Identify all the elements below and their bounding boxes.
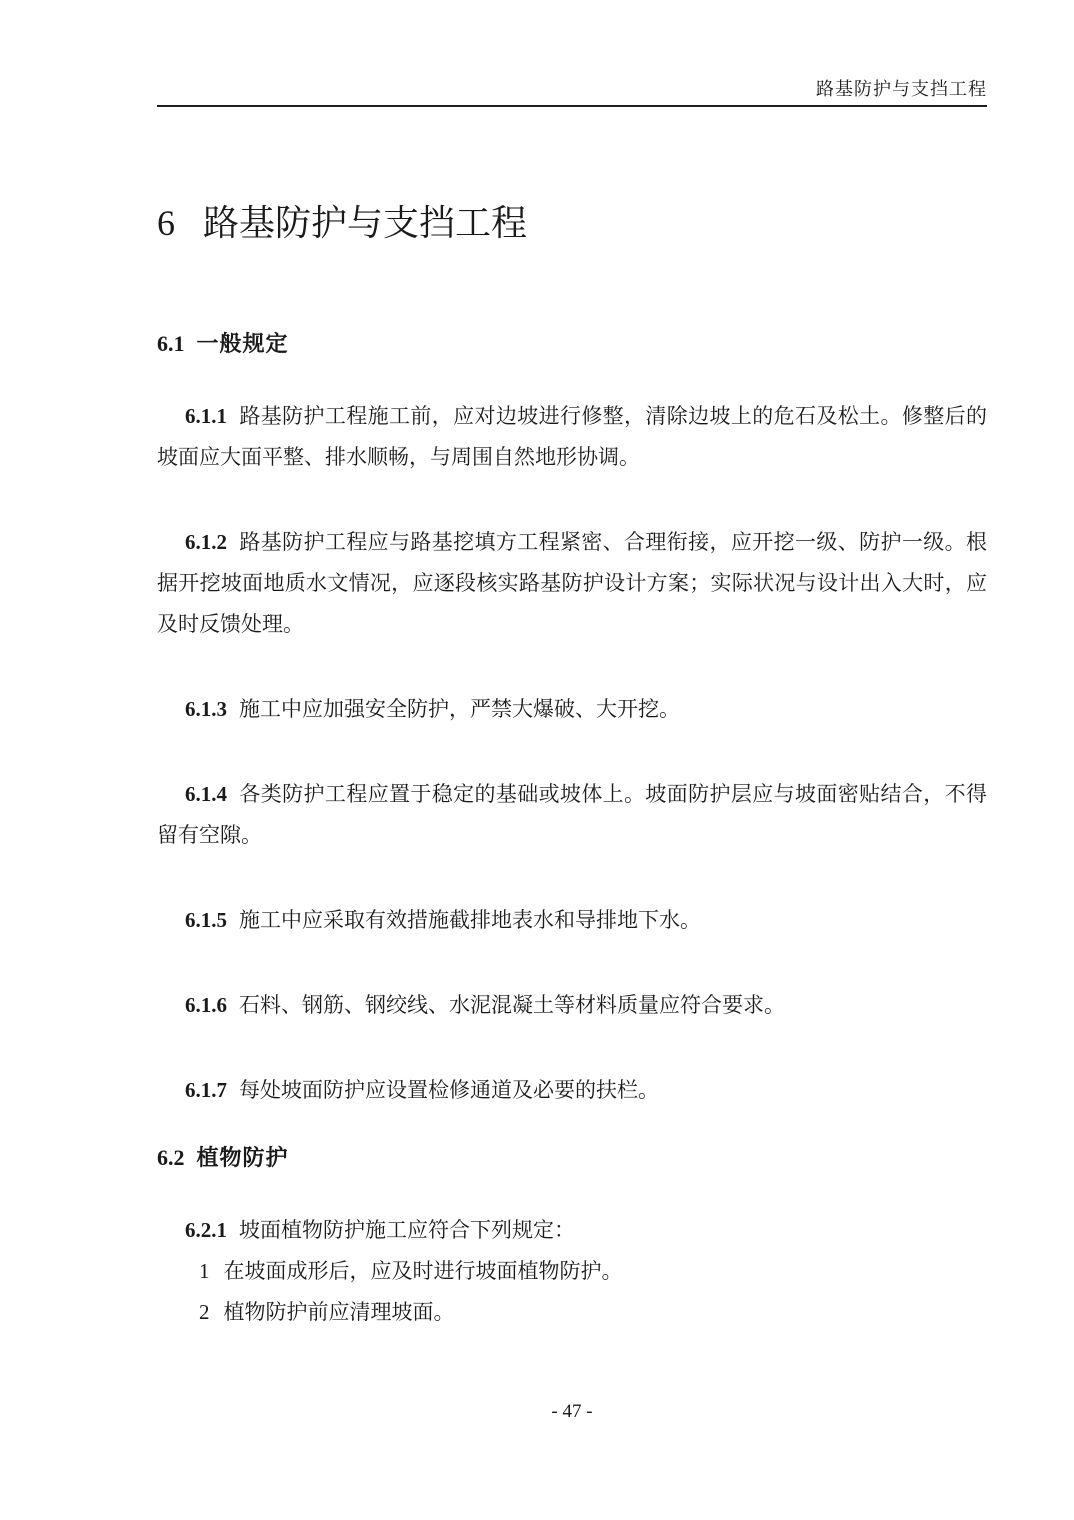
chapter-title xyxy=(157,201,987,245)
chapter-number: 6 xyxy=(157,203,175,243)
clause-6-1-1 xyxy=(157,396,987,478)
sub-item-number: 2 xyxy=(199,1300,210,1324)
clause-number: 6.1.7 xyxy=(185,1078,227,1102)
clause-number: 6.1.3 xyxy=(185,697,227,721)
clause-6-1-6 xyxy=(157,985,987,1026)
section-heading-6-2 xyxy=(157,1143,987,1173)
clause-number: 6.1.4 xyxy=(185,782,227,806)
clause-text: 路基防护工程应与路基挖填方工程紧密、合理衔接，应开挖一级、防护一级。根据开挖坡面地质水文情况，应逐段核实路基防护设计方案；实际状况与设计出入大时，应及时反馈处理。 xyxy=(157,530,987,636)
clause-text: 施工中应采取有效措施截排地表水和导排地下水。 xyxy=(239,908,701,932)
section-heading-6-1 xyxy=(157,329,987,359)
clause-6-1-4 xyxy=(157,774,987,856)
section-number: 6.1 xyxy=(157,331,185,356)
clause-number: 6.2.1 xyxy=(185,1218,227,1242)
page-number: - 47 - xyxy=(551,1401,593,1422)
clause-6-2-1-group xyxy=(157,1210,987,1333)
clause-text: 坡面植物防护施工应符合下列规定： xyxy=(239,1218,575,1242)
clause-text: 每处坡面防护应设置检修通道及必要的扶栏。 xyxy=(239,1078,659,1102)
clause-6-1-5 xyxy=(157,900,987,941)
clause-text: 石料、钢筋、钢绞线、水泥混凝土等材料质量应符合要求。 xyxy=(239,993,785,1017)
page-content xyxy=(157,103,987,1333)
page-header xyxy=(157,0,987,107)
clause-6-2-1 xyxy=(157,1210,987,1251)
sub-item-number: 1 xyxy=(199,1259,210,1283)
running-header-title: 路基防护与支挡工程 xyxy=(816,79,987,99)
page-footer xyxy=(157,1399,987,1424)
section-number: 6.2 xyxy=(157,1145,185,1170)
clause-6-1-7 xyxy=(157,1070,987,1111)
sub-item-text: 在坡面成形后，应及时进行坡面植物防护。 xyxy=(223,1259,623,1283)
clause-text: 各类防护工程应置于稳定的基础或坡体上。坡面防护层应与坡面密贴结合，不得留有空隙。 xyxy=(157,782,987,847)
sub-item-text: 植物防护前应清理坡面。 xyxy=(223,1300,455,1324)
clause-6-2-1-sub-2 xyxy=(157,1292,987,1333)
chapter-title-text: 路基防护与支挡工程 xyxy=(203,203,528,243)
clause-text: 路基防护工程施工前，应对边坡进行修整，清除边坡上的危石及松土。修整后的坡面应大面平整、排水顺畅，与周围自然地形协调。 xyxy=(157,404,987,469)
section-title: 植物防护 xyxy=(196,1145,289,1170)
clause-6-1-3 xyxy=(157,689,987,730)
clause-6-2-1-sub-1 xyxy=(157,1251,987,1292)
clause-text: 施工中应加强安全防护，严禁大爆破、大开挖。 xyxy=(239,697,680,721)
clause-6-1-2 xyxy=(157,522,987,645)
clause-number: 6.1.1 xyxy=(185,404,227,428)
clause-number: 6.1.2 xyxy=(185,530,227,554)
clause-number: 6.1.6 xyxy=(185,993,227,1017)
section-title: 一般规定 xyxy=(196,331,289,356)
clause-number: 6.1.5 xyxy=(185,908,227,932)
